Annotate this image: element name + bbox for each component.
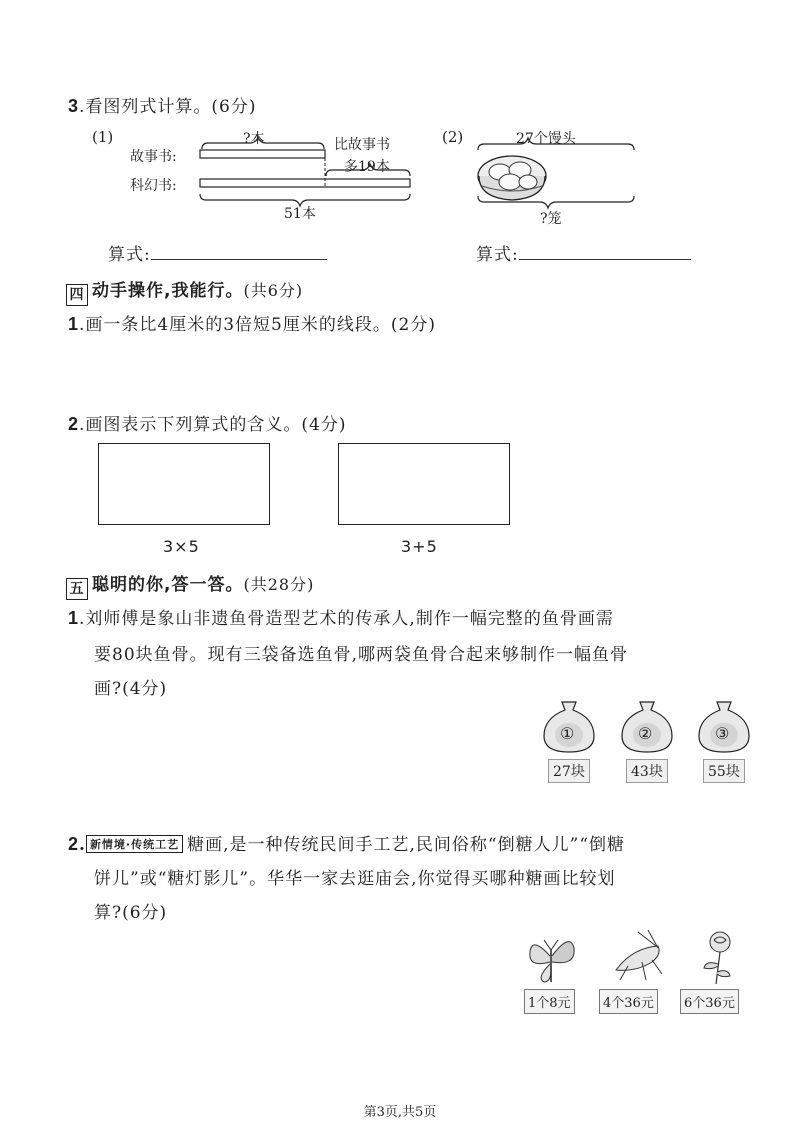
price-butterfly: 1个8元 xyxy=(524,989,575,1014)
bag-1-mark: ① xyxy=(560,724,575,743)
price-grasshopper: 4个36元 xyxy=(599,989,658,1014)
section4-q2: 2.画图表示下列算式的含义。(4分) xyxy=(68,414,347,435)
steamers-unknown-label: ?笼 xyxy=(540,211,562,227)
section5-badge: 五 xyxy=(66,578,88,600)
section5-q2-line1: 2. 新情境·传统工艺 糖画,是一种传统民间手工艺,民间俗称“倒糖人儿”“倒糖 xyxy=(68,834,626,855)
segment-diagram xyxy=(180,132,430,212)
section5-q1-line2: 要80块鱼骨。现有三袋备选鱼骨,哪两袋鱼骨合起来够制作一幅鱼骨 xyxy=(94,645,629,665)
story-top-label: ?本 xyxy=(243,131,265,147)
bag-3-mark: ③ xyxy=(715,724,730,743)
diff-brace xyxy=(326,164,410,176)
scifi-bar xyxy=(200,179,410,187)
section4-badge: 四 xyxy=(66,284,88,306)
section5-q2-line2: 饼儿”或“糖灯影儿”。华华一家去逛庙会,你觉得买哪种糖画比较划 xyxy=(94,869,616,889)
formula-row-2: 算式: xyxy=(476,240,691,265)
q3-heading: 3.看图列式计算。(6分) xyxy=(68,96,257,117)
total-label: 51本 xyxy=(284,206,316,222)
bag-3-count: 55块 xyxy=(703,759,745,783)
new-context-tag: 新情境·传统工艺 xyxy=(86,835,183,853)
formula-answer-line-2[interactable] xyxy=(519,241,691,260)
story-bar xyxy=(200,150,325,158)
section5-heading: 五 聪明的你,答一答。(共28分) xyxy=(66,570,314,600)
total-brace xyxy=(200,194,410,206)
scifi-book-label: 科幻书: xyxy=(130,178,177,194)
section5-q1-line1: 1.刘师傅是象山非遗鱼骨造型艺术的传承人,制作一幅完整的鱼骨画需 xyxy=(68,608,614,629)
section5-q1-line3: 画?(4分) xyxy=(94,679,168,699)
diff-note-line2: 多19本 xyxy=(344,159,390,175)
story-book-label: 故事书: xyxy=(130,149,177,165)
section4-heading: 四 动手操作,我能行。(共6分) xyxy=(66,276,303,306)
formula-row-1: 算式: xyxy=(108,240,327,265)
buns-brace xyxy=(478,138,634,150)
butterfly-icon xyxy=(530,940,574,982)
bag-2-count: 43块 xyxy=(626,759,668,783)
grasshopper-icon xyxy=(616,930,662,980)
expression-3x5: 3×5 xyxy=(163,537,200,556)
expression-3plus5: 3+5 xyxy=(401,537,438,556)
steamer-diagram xyxy=(470,132,640,212)
story-top-brace xyxy=(202,137,324,149)
steamer-basket-icon xyxy=(478,156,546,200)
formula-answer-line-1[interactable] xyxy=(151,241,327,260)
q3-part2-label: (2) xyxy=(442,128,464,146)
sugar-paintings xyxy=(522,926,762,988)
section4-q1: 1.画一条比4厘米的3倍短5厘米的线段。(2分) xyxy=(68,314,436,335)
drawing-box-2[interactable] xyxy=(338,443,510,525)
bag-2-mark: ② xyxy=(638,724,653,743)
bag-1-count: 27块 xyxy=(548,759,590,783)
page-footer: 第3页,共5页 xyxy=(363,1105,437,1120)
section5-q2-line3: 算?(6分) xyxy=(94,903,168,923)
drawing-box-1[interactable] xyxy=(98,443,270,525)
buns-total-label: 27个馒头 xyxy=(516,131,576,147)
price-rose: 6个36元 xyxy=(680,989,739,1014)
rose-icon xyxy=(704,932,730,984)
diff-note-line1: 比故事书 xyxy=(334,137,390,153)
q3-part1-label: (1) xyxy=(92,128,114,146)
